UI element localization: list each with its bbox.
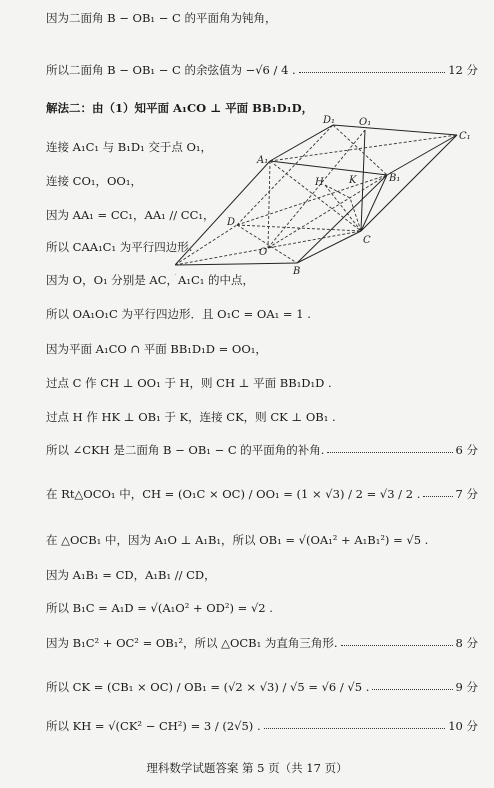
edge-A1D1 — [270, 125, 333, 161]
line-text: 因为 AA₁ = CC₁，AA₁ // CC₁， — [46, 208, 215, 222]
score-mark: 6 分 — [455, 443, 478, 457]
leader-dots — [423, 496, 452, 497]
solution-line — [46, 409, 478, 425]
solution-line — [46, 486, 478, 502]
seg-CO1 — [361, 130, 365, 231]
label-O: O — [259, 247, 268, 258]
edge-B1C1 — [387, 135, 457, 175]
line-text: 过点 H 作 HK ⊥ OB₁ 于 K，连接 CK，则 CK ⊥ OB₁ . — [46, 410, 336, 424]
solution-line — [46, 679, 478, 695]
solution-line — [46, 718, 478, 734]
score-mark: 10 分 — [448, 719, 478, 733]
label-D: D — [227, 217, 236, 228]
line-text: 连接 CO₁，OO₁， — [46, 174, 142, 188]
leader-dots — [327, 452, 452, 453]
label-A1: A₁ — [257, 155, 269, 166]
line-text: 因为 A₁B₁ = CD，A₁B₁ // CD， — [46, 568, 216, 582]
edge-AA1 — [175, 161, 270, 265]
line-text: 所以 KH = √(CK² − CH²) = 3 / (2√5) . — [46, 719, 261, 733]
edge-BC — [297, 231, 361, 263]
line-text: 因为 B₁C² + OC² = OB₁²，所以 △OCB₁ 为直角三角形. — [46, 636, 338, 650]
leader-dots — [264, 728, 446, 729]
line-text: 在 △OCB₁ 中，因为 A₁O ⊥ A₁B₁，所以 OB₁ = √(OA₁² + A₁B₁²) = √5 . — [46, 533, 429, 547]
solution-line — [46, 375, 478, 391]
line-text: 所以 B₁C = A₁D = √(A₁O² + OD²) = √2 . — [46, 601, 273, 615]
label-C1: C₁ — [459, 131, 471, 142]
line-text: 在 Rt△OCO₁ 中，CH = (O₁C × OC) / OO₁ = (1 × √3) / 2 = √3 / 2 . — [46, 487, 421, 501]
parallelepiped-figure — [175, 103, 475, 278]
solution-line — [46, 62, 478, 78]
score-mark: 12 分 — [448, 63, 478, 77]
edge-DD1 — [237, 125, 333, 225]
line-text: 过点 C 作 CH ⊥ OO₁ 于 H，则 CH ⊥ 平面 BB₁D₁D . — [46, 376, 332, 390]
label-B: B — [293, 266, 301, 277]
line-text: 所以 CAA₁C₁ 为平行四边形. — [46, 240, 193, 254]
leader-dots — [372, 689, 452, 690]
line-text: 连接 A₁C₁ 与 B₁D₁ 交于点 O₁， — [46, 140, 213, 154]
label-C: C — [363, 235, 371, 246]
score-mark: 7 分 — [455, 487, 478, 501]
solution-line — [46, 635, 478, 651]
solution-line — [46, 341, 478, 357]
line-text: 解法二：由（1）知平面 A₁CO ⊥ 平面 BB₁D₁D， — [46, 101, 314, 115]
label-B1: B₁ — [389, 173, 401, 184]
edge-CC1 — [361, 135, 457, 231]
edge-AB — [175, 263, 297, 265]
label-D1: D₁ — [323, 115, 336, 126]
leader-dots — [299, 72, 446, 73]
edge-D1C1 — [333, 125, 457, 135]
diag-D1B1 — [333, 125, 387, 175]
score-mark: 9 分 — [455, 680, 478, 694]
solution-line — [46, 10, 478, 26]
line-text: 因为平面 A₁CO ∩ 平面 BB₁D₁D = OO₁， — [46, 342, 267, 356]
seg-A1O — [268, 161, 270, 248]
line-text: 所以 OA₁O₁C 为平行四边形．且 O₁C = OA₁ = 1 . — [46, 307, 311, 321]
line-text: 因为 O，O₁ 分别是 AC，A₁C₁ 的中点， — [46, 273, 255, 287]
edge-DC — [237, 225, 361, 231]
line-text: 所以 CK = (CB₁ × OC) / OB₁ = (√2 × √3) / √5 = √6 / √5 . — [46, 680, 370, 694]
solution-line — [46, 532, 478, 548]
solution-line — [46, 306, 478, 322]
page-footer: 理科数学试题答案 第 5 页（共 17 页） — [146, 761, 348, 775]
label-K: K — [349, 175, 357, 186]
label-A — [175, 267, 176, 278]
seg-OO1 — [268, 130, 365, 248]
seg-CB1 — [361, 175, 387, 231]
solution-line — [46, 442, 478, 458]
seg-A1C — [270, 161, 361, 231]
leader-dots — [341, 645, 453, 646]
label-H: H — [315, 177, 324, 188]
label-O1: O₁ — [359, 117, 372, 128]
solution-line — [46, 567, 478, 583]
line-text: 因为二面角 B − OB₁ − C 的平面角为钝角， — [46, 11, 277, 25]
seg-CK — [350, 198, 361, 231]
seg-DB1 — [237, 175, 387, 225]
score-mark: 8 分 — [455, 636, 478, 650]
solution-line — [46, 600, 478, 616]
line-text: 所以二面角 B − OB₁ − C 的余弦值为 −√6 / 4 . — [46, 63, 296, 77]
line-text: 所以 ∠CKH 是二面角 B − OB₁ − C 的平面角的补角. — [46, 443, 325, 457]
